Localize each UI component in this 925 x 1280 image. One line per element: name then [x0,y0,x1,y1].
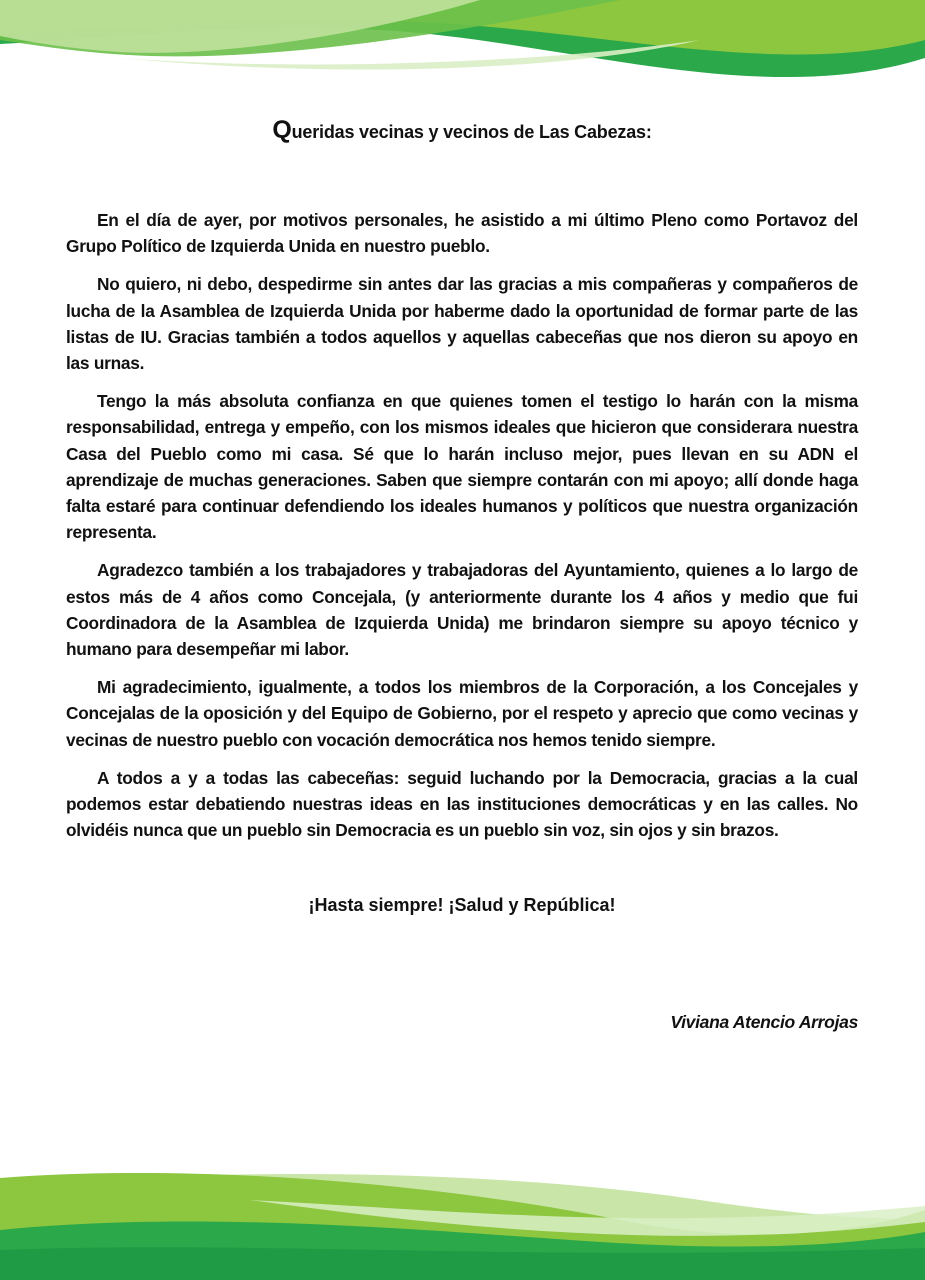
letter-paragraph-3: Tengo la más absoluta confianza en que quienes tomen el testigo lo harán con la misma responsabilidad, entrega y empeño, con los mismos ideales que hicieron que considerara nuestra Casa del Pueblo como mi casa. Sé que lo harán incluso mejor, pues llevan en su ADN el aprendizaje de muchas generaciones. Saben que siempre contarán con mi apoyo; allí donde haga falta estaré para continuar defendiendo los ideales humanos y políticos que nuestra organización representa. [66,391,858,543]
letter-body [66,116,858,1033]
salutation-initial: Q [272,116,292,144]
bottom-wave-mid-layer [0,1247,925,1280]
salutation-text: ueridas vecinas y vecinos de Las Cabezas: [291,122,652,142]
signature: Viviana Atencio Arrojas [670,1012,858,1033]
top-green-wave-banner [0,0,925,95]
closing-line: ¡Hasta siempre! ¡Salud y República! [308,895,616,916]
letter-paragraph-1: En el día de ayer, por motivos personales, he asistido a mi último Pleno como Portavoz del Grupo Político de Izquierda Unida en nuestro pueblo. [66,210,858,257]
letter-paragraph-5: Mi agradecimiento, igualmente, a todos los miembros de la Corporación, a los Concejales y Concejalas de la oposición y del Equipo de Gobierno, por el respeto y aprecio que como vecinas y vecinas de nuestro pueblo con vocación democrática nos hemos tenido siempre. [66,677,858,750]
letter-paragraph-4: Agradezco también a los trabajadores y trabajadoras del Ayuntamiento, quienes a lo largo de estos más de 4 años como Concejala, (y anteriormente durante los 4 años y medio que fui Coordinadora de la Asamblea de Izquierda Unida) me brindaron siempre su apoyo técnico y humano para desempeñar mi labor. [66,560,858,660]
letter-paragraph-6: A todos a y a todas las cabeceñas: seguid luchando por la Democracia, gracias a la cual podemos estar debatiendo nuestras ideas en las instituciones democráticas y en las calles. No olvidéis nunca que un pueblo sin Democracia es un pueblo sin voz, sin ojos y sin brazos. [66,767,858,841]
bottom-green-wave-banner [0,1170,925,1280]
letter-paragraph-2: No quiero, ni debo, despedirme sin antes dar las gracias a mis compañeras y compañeros de lucha de la Asamblea de Izquierda Unida por haberme dado la oportunidad de formar parte de las listas de IU. Gracias también a todos aquellos y aquellas cabeceñas que nos dieron su apoyo en las urnas. [66,274,858,374]
salutation-heading [66,116,858,145]
